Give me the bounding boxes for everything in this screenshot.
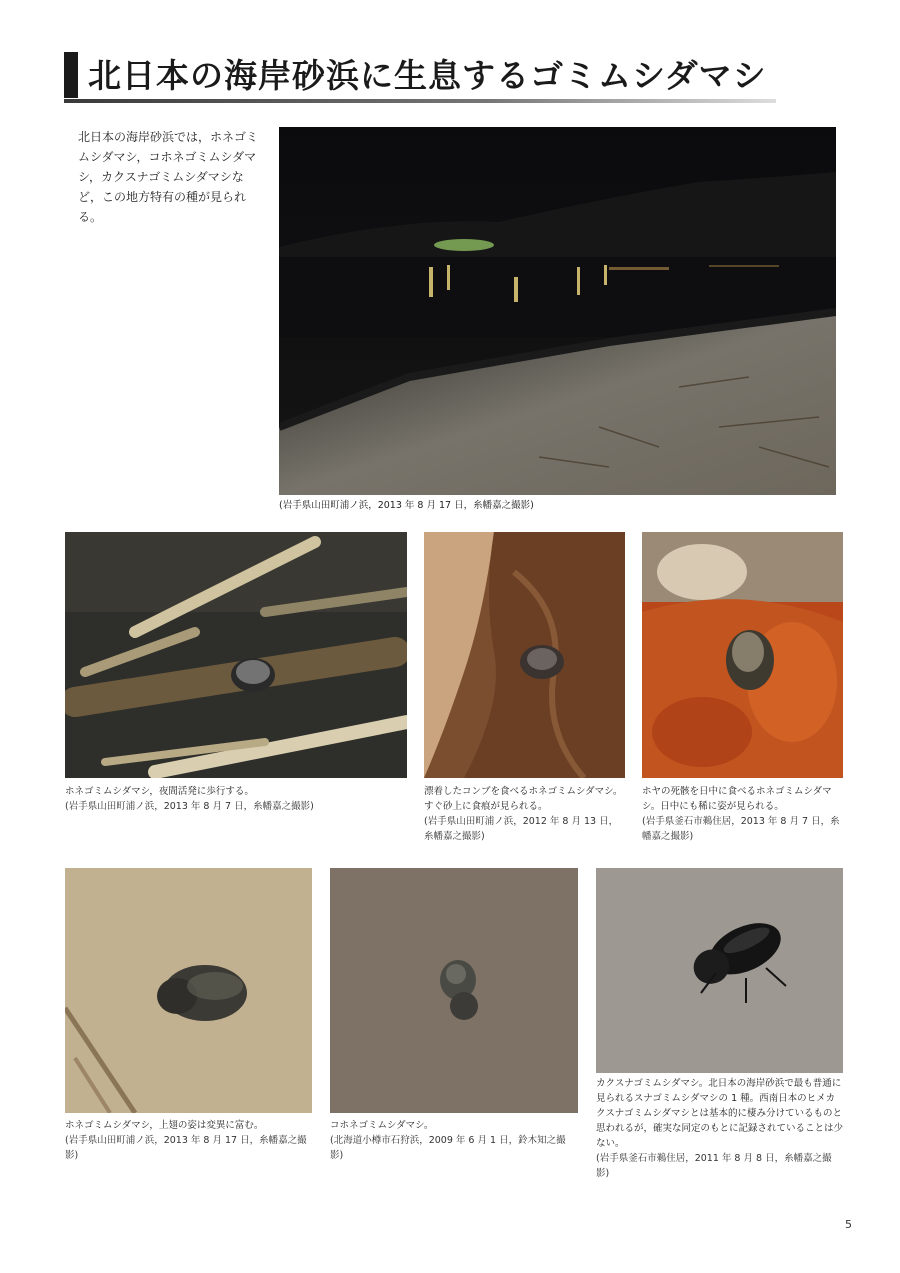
photo-beetle-on-reed <box>65 532 407 778</box>
title-accent-bar <box>64 52 78 98</box>
caption-credit: (岩手県釜石市鵜住居，2011 年 8 月 8 日，糸幡嘉之撮影) <box>596 1153 832 1179</box>
caption-text: ホネゴミムシダマシ，夜間活発に歩行する。 <box>65 786 254 797</box>
caption-beetle-on-kelp <box>424 784 625 844</box>
caption-text: ホネゴミムシダマシ，上翅の姿は変異に富む。 <box>65 1120 264 1131</box>
photo-night-beach <box>279 127 836 495</box>
page-number: 5 <box>845 1218 852 1231</box>
caption-credit: (岩手県釜石市鵜住居，2013 年 8 月 7 日，糸幡嘉之撮影) <box>642 816 840 842</box>
caption-text: コホネゴミムシダマシ。 <box>330 1120 434 1131</box>
caption-credit: (岩手県山田町浦ノ浜，2013 年 8 月 7 日，糸幡嘉之撮影) <box>65 801 314 812</box>
photo-beetle-on-sand <box>65 868 312 1113</box>
caption-beetle-on-sand <box>65 1118 312 1163</box>
caption-text: ホヤの死骸を日中に食べるホネゴミムシダマシ。日中にも稀に姿が見られる。 <box>642 786 832 812</box>
caption-credit: (岩手県山田町浦ノ浜，2013 年 8 月 17 日，糸幡嘉之撮影) <box>65 1135 307 1161</box>
caption-beetle-black <box>596 1076 843 1181</box>
photo-beetle-black <box>596 868 843 1073</box>
photo-beetle-small <box>330 868 578 1113</box>
caption-text: 漂着したコンブを食べるホネゴミムシダマシ。すぐ砂上に食痕が見られる。 <box>424 786 623 812</box>
caption-credit: (岩手県山田町浦ノ浜，2012 年 8 月 13 日，糸幡嘉之撮影) <box>424 816 619 842</box>
caption-credit: (北海道小樽市石狩浜，2009 年 6 月 1 日，鈴木知之撮影) <box>330 1135 566 1161</box>
caption-beetle-on-squirt <box>642 784 843 844</box>
intro-text: 北日本の海岸砂浜では，ホネゴミムシダマシ，コホネゴミムシダマシ，カクスナゴミムシダマシなど，この地方特有の種が見られる。 <box>78 130 259 224</box>
caption-beetle-small <box>330 1118 578 1163</box>
caption-night-beach: (岩手県山田町浦ノ浜，2013 年 8 月 17 日，糸幡嘉之撮影) <box>279 500 534 511</box>
caption-beetle-on-reed <box>65 784 407 814</box>
photo-beetle-on-kelp <box>424 532 625 778</box>
caption-text: カクスナゴミムシダマシ。北日本の海岸砂浜で最も普通に見られるスナゴミムシダマシの 1 種。西南日本のヒメカクスナゴミムシダマシとは基本的に棲み分けているものと思われるが，確実な同定のもとに記録されていることは少ない。 <box>596 1078 844 1149</box>
title-underline <box>64 99 776 103</box>
page-title: 北日本の海岸砂浜に生息するゴミムシダマシ <box>88 56 767 95</box>
photo-beetle-on-squirt <box>642 532 843 778</box>
